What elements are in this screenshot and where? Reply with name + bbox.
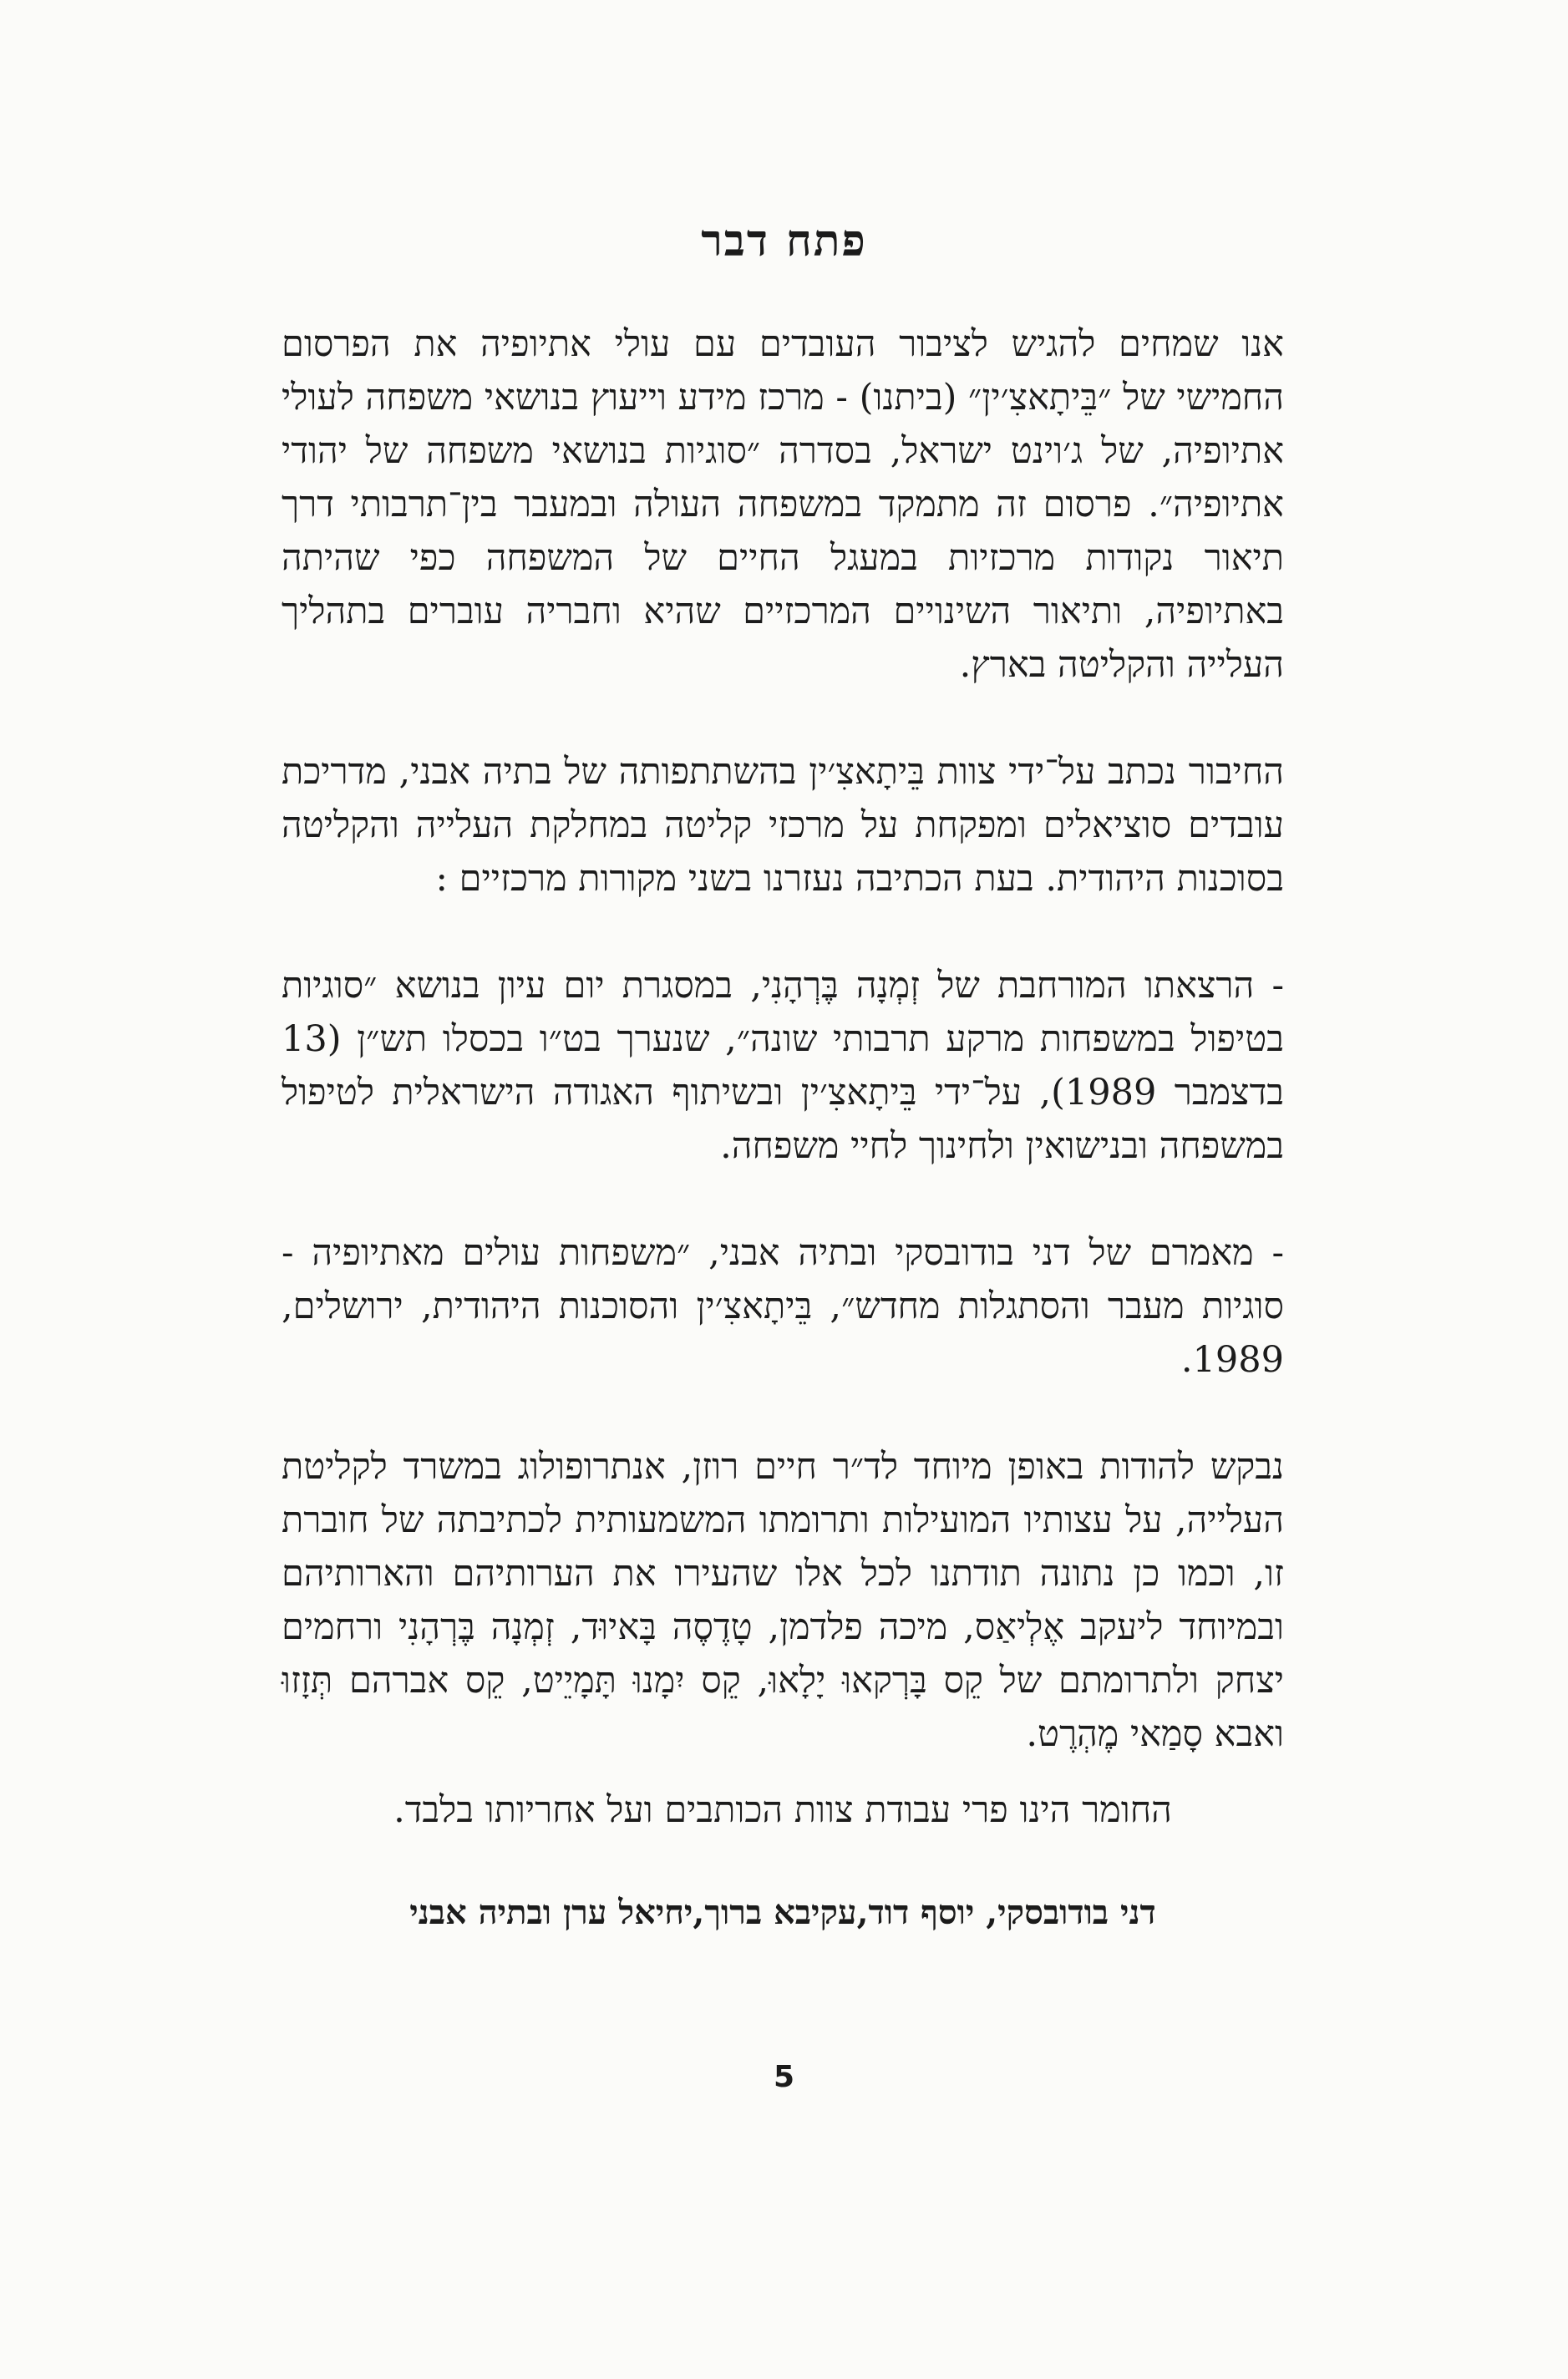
- text-line: אנו שמחים להגיש לציבור העובדים עם עולי אתיופיה את הפרסום: [282, 323, 1284, 365]
- text-line: יצחק ולתרומתם של קֵס בָּרְקאוּ יָלָאוּ, קֵס יִמָנוּ תָּמָיֵיט, קֵס אברהם תְּזָזוּ: [282, 1660, 1284, 1702]
- text-line: החיבור נכתב על־ידי צוות בֵּיתָאצִ׳ין בהשתתפותה של בתיה אבני, מדריכת: [282, 751, 1284, 793]
- text-line: אתיופיה״. פרסום זה מתמקד במשפחה העולה ובמעבר בין־תרבותי דרך: [282, 484, 1284, 525]
- text-line: אתיופיה, של ג׳וינט ישראל, בסדרה ״סוגיות בנושאי משפחה של יהודי: [282, 430, 1284, 472]
- text-line: בסוכנות היהודית. בעת הכתיבה נעזרנו בשני מקורות מרכזיים :: [435, 858, 1284, 900]
- text-line: זו, וכמו כן נתונה תודתנו לכל אלו שהעירו את הערותיהם והארותיהם: [282, 1553, 1284, 1595]
- text-line: העלייה, על עצותיו המועילות ותרומתו המשמעותית לכתיבתה של חוברת: [282, 1499, 1284, 1541]
- text-line: העלייה והקליטה בארץ.: [959, 644, 1284, 686]
- text-line: נבקש להודות באופן מיוחד לד״ר חיים רוזן, אנתרופולוג במשרד לקליטת: [282, 1446, 1284, 1488]
- page-title: פתח דבר: [701, 216, 867, 266]
- text-line: ובמיוחד ליעקב אֶלְיאַס, מיכה פלדמן, טָדֶסֶה בָּאיוּד, זְמְנָה בֶּרְהָנִי ורחמים: [282, 1606, 1284, 1648]
- text-line: בדצמבר 1989), על־ידי בֵּיתָאצִ׳ין ובשיתוף האגודה הישראלית לטיפול: [282, 1072, 1284, 1113]
- paragraph-intro: [282, 317, 1284, 692]
- paragraph-thanks: [282, 1440, 1284, 1761]
- paragraph-source-2: [282, 1226, 1284, 1387]
- paragraph-source-1: [282, 959, 1284, 1173]
- text-line: תיאור נקודות מרכזיות במעגל החיים של המשפחה כפי שהיתה: [282, 537, 1284, 579]
- text-line: החמישי של ״בֵּיתָאצִ׳ין״ (ביתנו) - מרכז מידע וייעוץ בנושאי משפחה לעולי: [282, 377, 1284, 418]
- text-line: בטיפול במשפחות מרקע תרבותי שונה״, שנערך בט״ו בכסלו תש״ן (13: [282, 1018, 1284, 1060]
- paragraph-authorship: [282, 745, 1284, 905]
- text-line: - מאמרם של דני בודובסקי ובתיה אבני, ״משפחות עולים מאתיופיה -: [282, 1232, 1284, 1274]
- authors-line: דני בודובסקי, יוסף דוד,עקיבא ברוך,יחיאל ערן ובתיה אבני: [409, 1893, 1156, 1932]
- text-line: 1989.: [1180, 1339, 1284, 1381]
- text-line: עובדים סוציאלים ומפקחת על מרכזי קליטה במחלקת העלייה והקליטה: [282, 804, 1284, 846]
- page-number: 5: [773, 2060, 795, 2094]
- text-line: סוגיות מעבר והסתגלות מחדש״, בֵּיתָאצִ׳ין והסוכנות היהודית, ירושלים,: [282, 1286, 1284, 1327]
- body-text: [282, 317, 1284, 1814]
- text-line: במשפחה ובנישואין ולחינוך לחיי משפחה.: [720, 1125, 1284, 1167]
- responsibility-note: החומר הינו פרי עבודת צוות הכותבים ועל אחריותו בלבד.: [393, 1789, 1172, 1831]
- text-line: - הרצאתו המורחבת של זְמְנָה בֶּרְהָנִי, במסגרת יום עיון בנושא ״סוגיות: [282, 965, 1284, 1007]
- text-line: ואבא סָמַאי מֶהְרֶט.: [1026, 1713, 1284, 1755]
- text-line: באתיופיה, ותיאור השינויים המרכזיים שהיא וחבריה עוברים בתהליך: [282, 591, 1284, 632]
